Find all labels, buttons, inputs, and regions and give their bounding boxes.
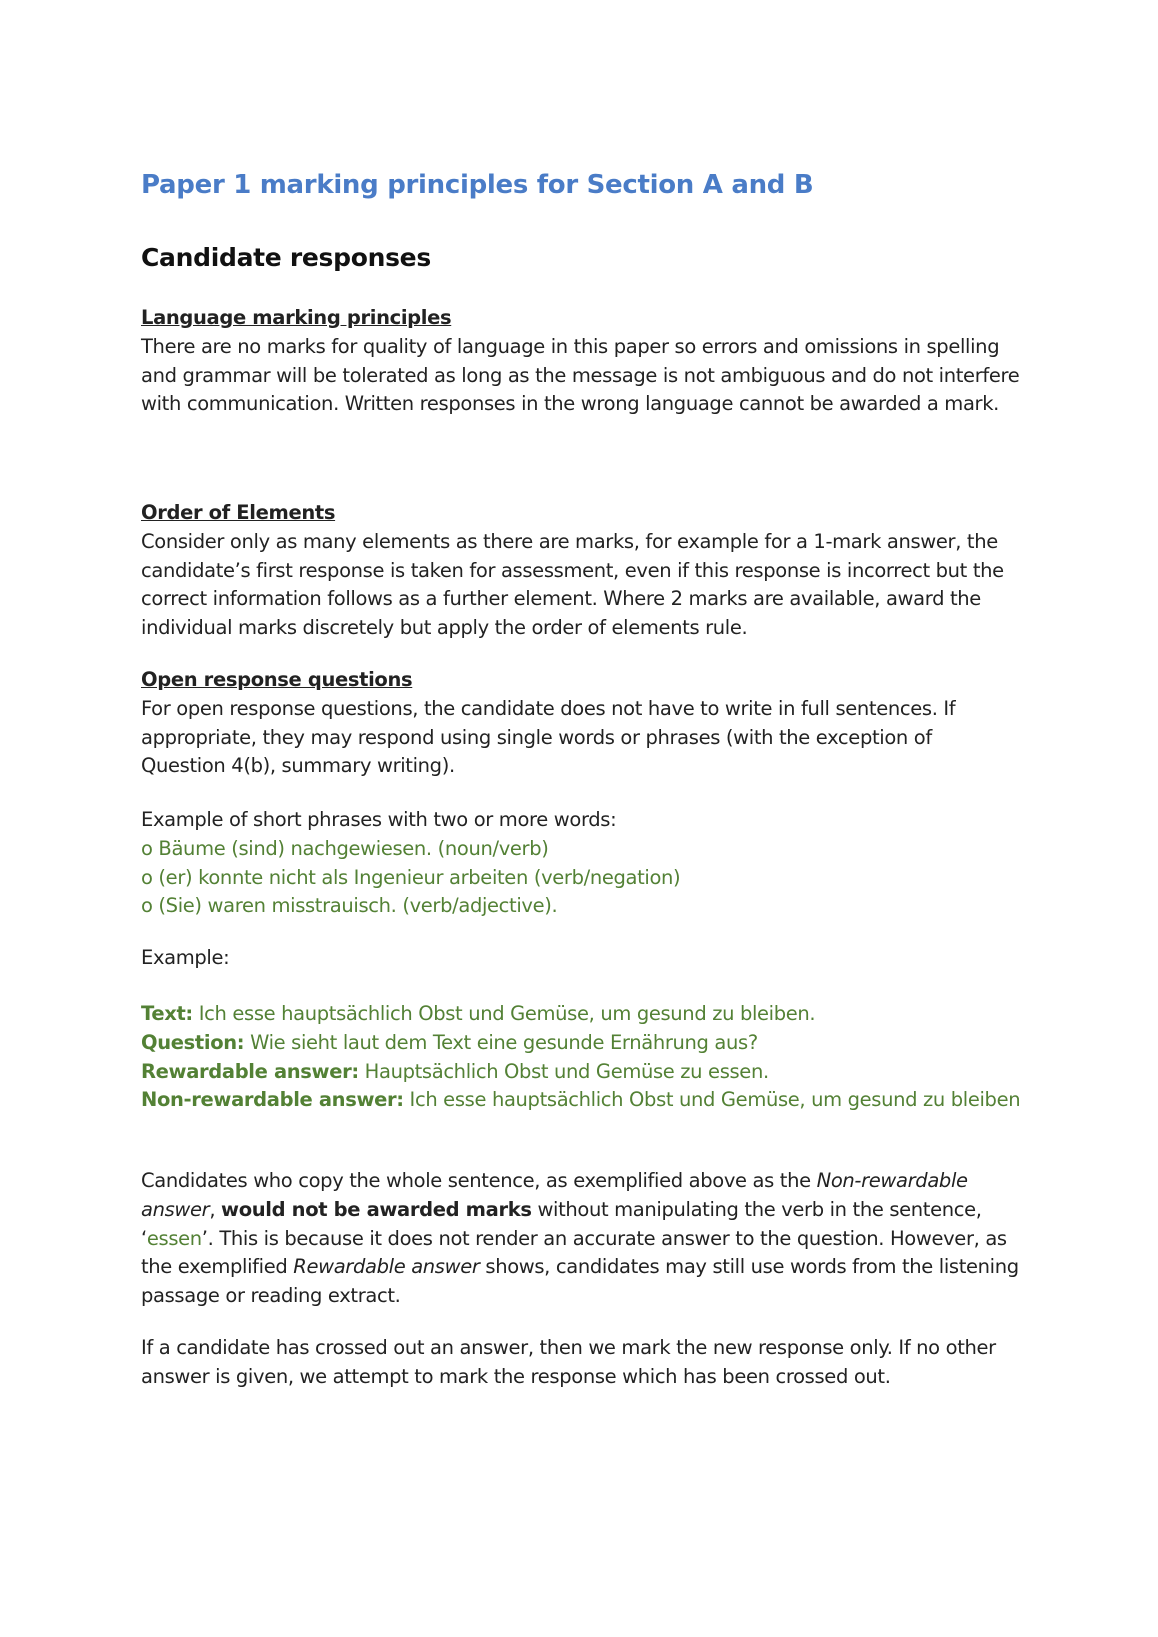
explain-text: without manipulating the verb in the sentence, ‘ [141,1197,982,1250]
language-heading: Language marking principles [141,306,452,329]
example-item: o Bäume (sind) nachgewiesen. (noun/verb) [141,836,549,860]
nonrewardable-value: Ich esse hauptsächlich Obst und Gemüse, um gesund zu bleiben [403,1088,1021,1112]
language-body: There are no marks for quality of language in this paper so errors and omissions in spelling and grammar will be tolerated as long as the message is not ambiguous and do not interfere with communication. Written responses in the wrong language cannot be awarded a mark. [141,334,1020,416]
rewardable-label: Rewardable answer: [141,1059,359,1083]
explanation-paragraph [141,1167,1021,1311]
worked-example [141,1000,1021,1115]
text-value: Ich esse hauptsächlich Obst und Gemüse, um gesund zu bleiben. [192,1002,816,1025]
examples-block [141,806,1021,921]
example-label-block [141,944,1021,973]
open-heading: Open response questions [141,668,413,691]
order-heading: Order of Elements [141,501,336,524]
explain-bold: would not be awarded marks [221,1197,532,1221]
question-label: Question: [141,1030,245,1054]
explain-text: , [209,1197,222,1221]
page-title: Paper 1 marking principles for Section A and B [141,170,814,200]
nonrewardable-label: Non-rewardable answer: [141,1088,404,1112]
crossed-out-paragraph [141,1334,1021,1392]
explain-text: ’. This is because it does not render an accurate answer to the question. However, as the exemplified [141,1226,1007,1279]
explain-text: Candidates who copy the whole sentence, as exemplified above as the [141,1169,817,1192]
crossed-out-text: If a candidate has crossed out an answer, then we mark the new response only. If no other answer is given, we attempt to mark the response which has been crossed out. [141,1336,996,1388]
open-body: For open response questions, the candidate does not have to write in full sentences. If appropriate, they may respond using single words or phrases (with the exception of Question 4(b), summary writing). [141,696,956,778]
order-section [141,499,1021,643]
example-item: o (er) konnte nicht als Ingenieur arbeiten (verb/negation) [141,865,681,889]
example-label: Example: [141,946,230,969]
text-label: Text: [141,1002,193,1025]
explain-green: essen [146,1226,202,1250]
explain-italic: Non-rewardable answer [141,1169,968,1221]
examples-intro: Example of short phrases with two or more words: [141,808,617,831]
language-section [141,304,1021,419]
explain-text: shows, candidates may still use words from the listening passage or reading extract. [141,1255,1019,1308]
explain-italic: Rewardable answer [293,1255,480,1279]
section-title: Candidate responses [141,243,431,272]
example-item: o (Sie) waren misstrauisch. (verb/adjective). [141,894,558,918]
question-value: Wie sieht laut dem Text eine gesunde Ernährung aus? [244,1030,758,1054]
rewardable-value: Hauptsächlich Obst und Gemüse zu essen. [358,1059,769,1083]
order-body: Consider only as many elements as there are marks, for example for a 1-mark answer, the candidate’s first response is taken for assessment, even if this response is incorrect but the correct information follows as a further element. Where 2 marks are available, award the individual marks discretely but apply the order of elements rule. [141,529,1004,640]
open-section [141,666,1021,781]
